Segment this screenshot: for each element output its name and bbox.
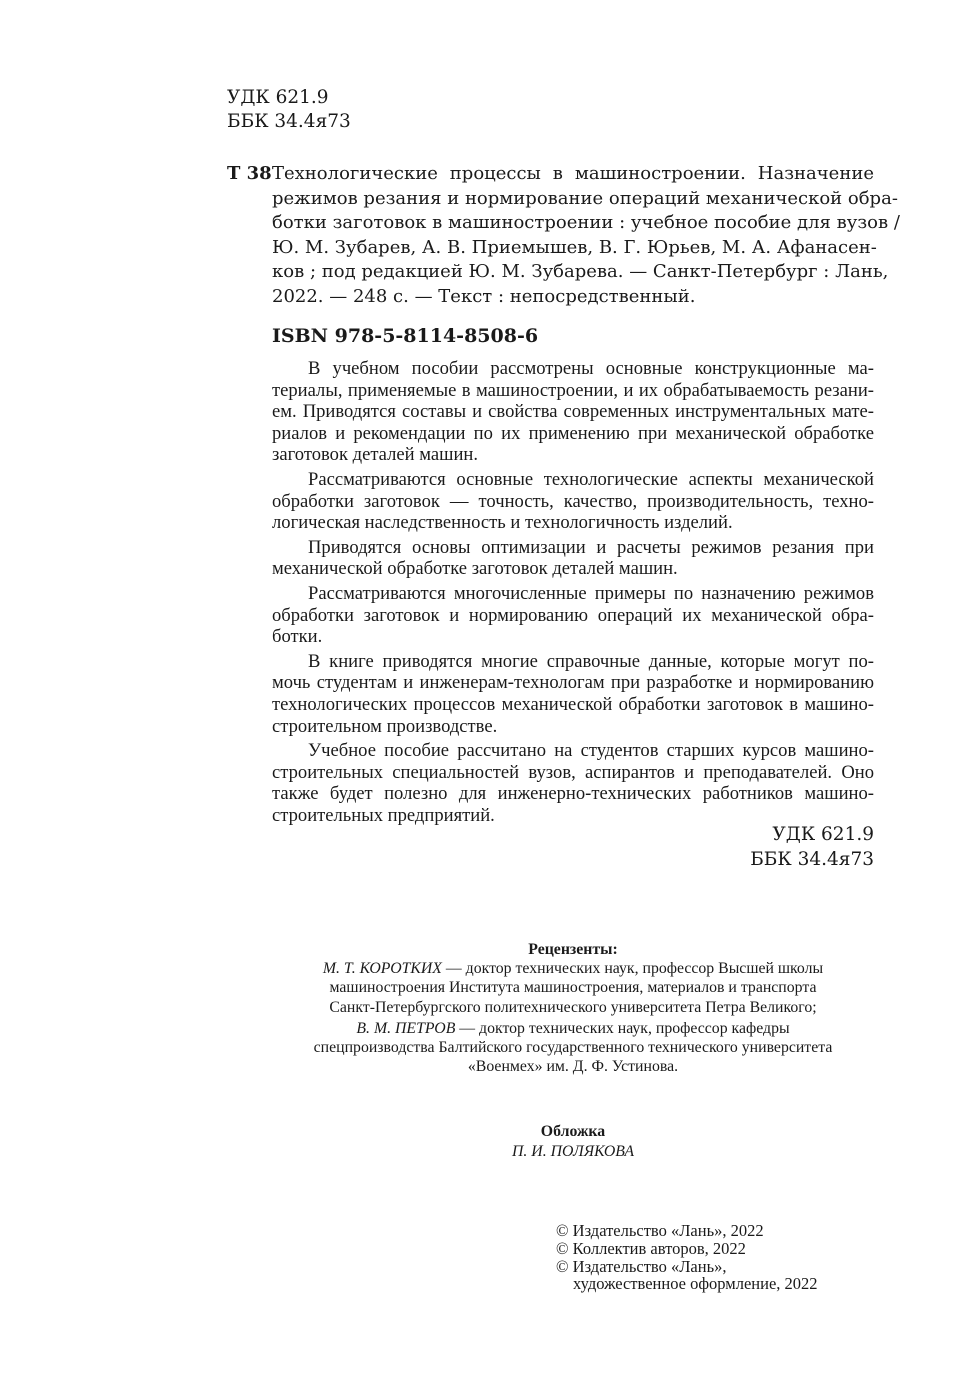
reviewer-2-affiliation: «Военмех» им. Д. Ф. Устинова. [467, 1058, 679, 1076]
annotation-line: В книге приводятся многие справочные данные, которые могут по- [308, 650, 874, 672]
biblio-line: режимов резания и нормирование операций механической обра- [272, 187, 898, 209]
annotation-paragraph [272, 583, 874, 648]
udk-code: УДК 621.9 [772, 824, 874, 845]
annotation-line: Учебное пособие рассчитано на студентов старших курсов машино- [308, 740, 874, 762]
reviewer-1-credentials: — доктор технических наук, профессор Высшей школы [441, 960, 824, 978]
bbk-code: ББК 34.4я73 [750, 849, 874, 870]
annotation-paragraph [272, 537, 874, 580]
cover-heading: Обложка [540, 1123, 606, 1140]
reviewer-2-name: В. М. ПЕТРОВ [356, 1019, 456, 1037]
classification-header [227, 86, 351, 134]
biblio-line: 2022. — 248 с. — Текст : непосредственный. [272, 285, 696, 307]
annotation-line: заготовок деталей машин. [272, 444, 478, 466]
annotation-line: В учебном пособии рассмотрены основные конструкционные ма- [308, 358, 874, 379]
copyright-line: художественное оформление, 2022 [573, 1274, 818, 1294]
reviewer-2-line [240, 1019, 906, 1038]
copyright-line: © Издательство «Лань», 2022 [556, 1221, 764, 1240]
annotation-paragraph [272, 358, 874, 466]
reviewer-2-affiliation: спецпроизводства Балтийского государственного технического университета [313, 1039, 833, 1057]
annotation-line: механической обработке заготовок деталей машин. [272, 558, 678, 580]
annotation-paragraph [272, 469, 874, 534]
biblio-line: ков ; под редакцией Ю. М. Зубарева. — Санкт-Петербург : Лань, [272, 261, 889, 282]
annotation-line: обработки заготовок — точность, качество, производительность, техно- [272, 490, 874, 512]
annotation-line: териалы, применяемые в машиностроении, и их обрабатываемость резани- [272, 379, 874, 401]
reviewer-1-affiliation: машиностроения Института машиностроения, материалов и транспорта [329, 979, 817, 997]
reviewers-heading: Рецензенты: [528, 941, 618, 958]
annotation-line: технологических процессов механической обработки заготовок в машино- [272, 693, 874, 715]
annotation-line: ботки. [272, 626, 323, 648]
author-mark: Т 38 [227, 163, 272, 184]
biblio-line: Технологические процессы в машиностроении. Назначение [272, 163, 874, 184]
annotation-line: Рассматриваются основные технологические аспекты механической [308, 468, 874, 490]
annotation [272, 358, 874, 829]
annotation-line: мочь студентам и инженерам-технологам при разработке и нормированию [272, 672, 874, 694]
reviewer-1-line [240, 959, 906, 978]
cover-credit [240, 1122, 906, 1161]
bbk-code: ББК 34.4я73 [227, 111, 351, 132]
copyright-line: © Издательство «Лань», [556, 1256, 727, 1276]
cover-designer: П. И. ПОЛЯКОВА [512, 1142, 634, 1160]
reviewer-1-affiliation: Санкт-Петербургского политехнического университета Петра Великого; [329, 998, 817, 1016]
annotation-line: ем. Приводятся составы и свойства современных инструментальных мате- [272, 401, 874, 423]
copyright-block [556, 1222, 818, 1293]
reviewer-2-credentials: — доктор технических наук, профессор кафедры [455, 1019, 790, 1037]
bibliographic-record [272, 162, 900, 309]
annotation-line: логическая наследственность и технологичность изделий. [272, 512, 733, 534]
biblio-line: Ю. М. Зубарев, А. В. Приемышев, В. Г. Юрьев, М. А. Афанасен- [272, 236, 877, 258]
annotation-line: обработки заготовок и нормированию операций их механической обра- [272, 604, 874, 626]
annotation-line: строительных специальностей вузов, аспирантов и преподавателей. Оно [272, 761, 874, 783]
annotation-paragraph [272, 740, 874, 826]
annotation-line: риалов и рекомендации по их применению при механической обработке [272, 422, 874, 444]
classification-footer [750, 822, 874, 872]
annotation-line: также будет полезно для инженерно-технических работников машино- [272, 783, 874, 805]
annotation-line: Приводятся основы оптимизации и расчеты режимов резания при [308, 536, 874, 558]
annotation-paragraph [272, 651, 874, 737]
annotation-line: строительном производстве. [272, 715, 498, 737]
annotation-line: строительных предприятий. [272, 804, 495, 826]
biblio-line: ботки заготовок в машиностроении : учебное пособие для вузов / [272, 212, 900, 233]
annotation-line: Рассматриваются многочисленные примеры по назначению режимов [308, 582, 874, 604]
udk-code: УДК 621.9 [227, 87, 329, 108]
isbn: ISBN 978-5-8114-8508-6 [272, 325, 539, 347]
reviewers-block [240, 940, 906, 1076]
copyright-line: © Коллектив авторов, 2022 [556, 1238, 746, 1258]
reviewer-1-name: М. Т. КОРОТКИХ [322, 960, 442, 978]
